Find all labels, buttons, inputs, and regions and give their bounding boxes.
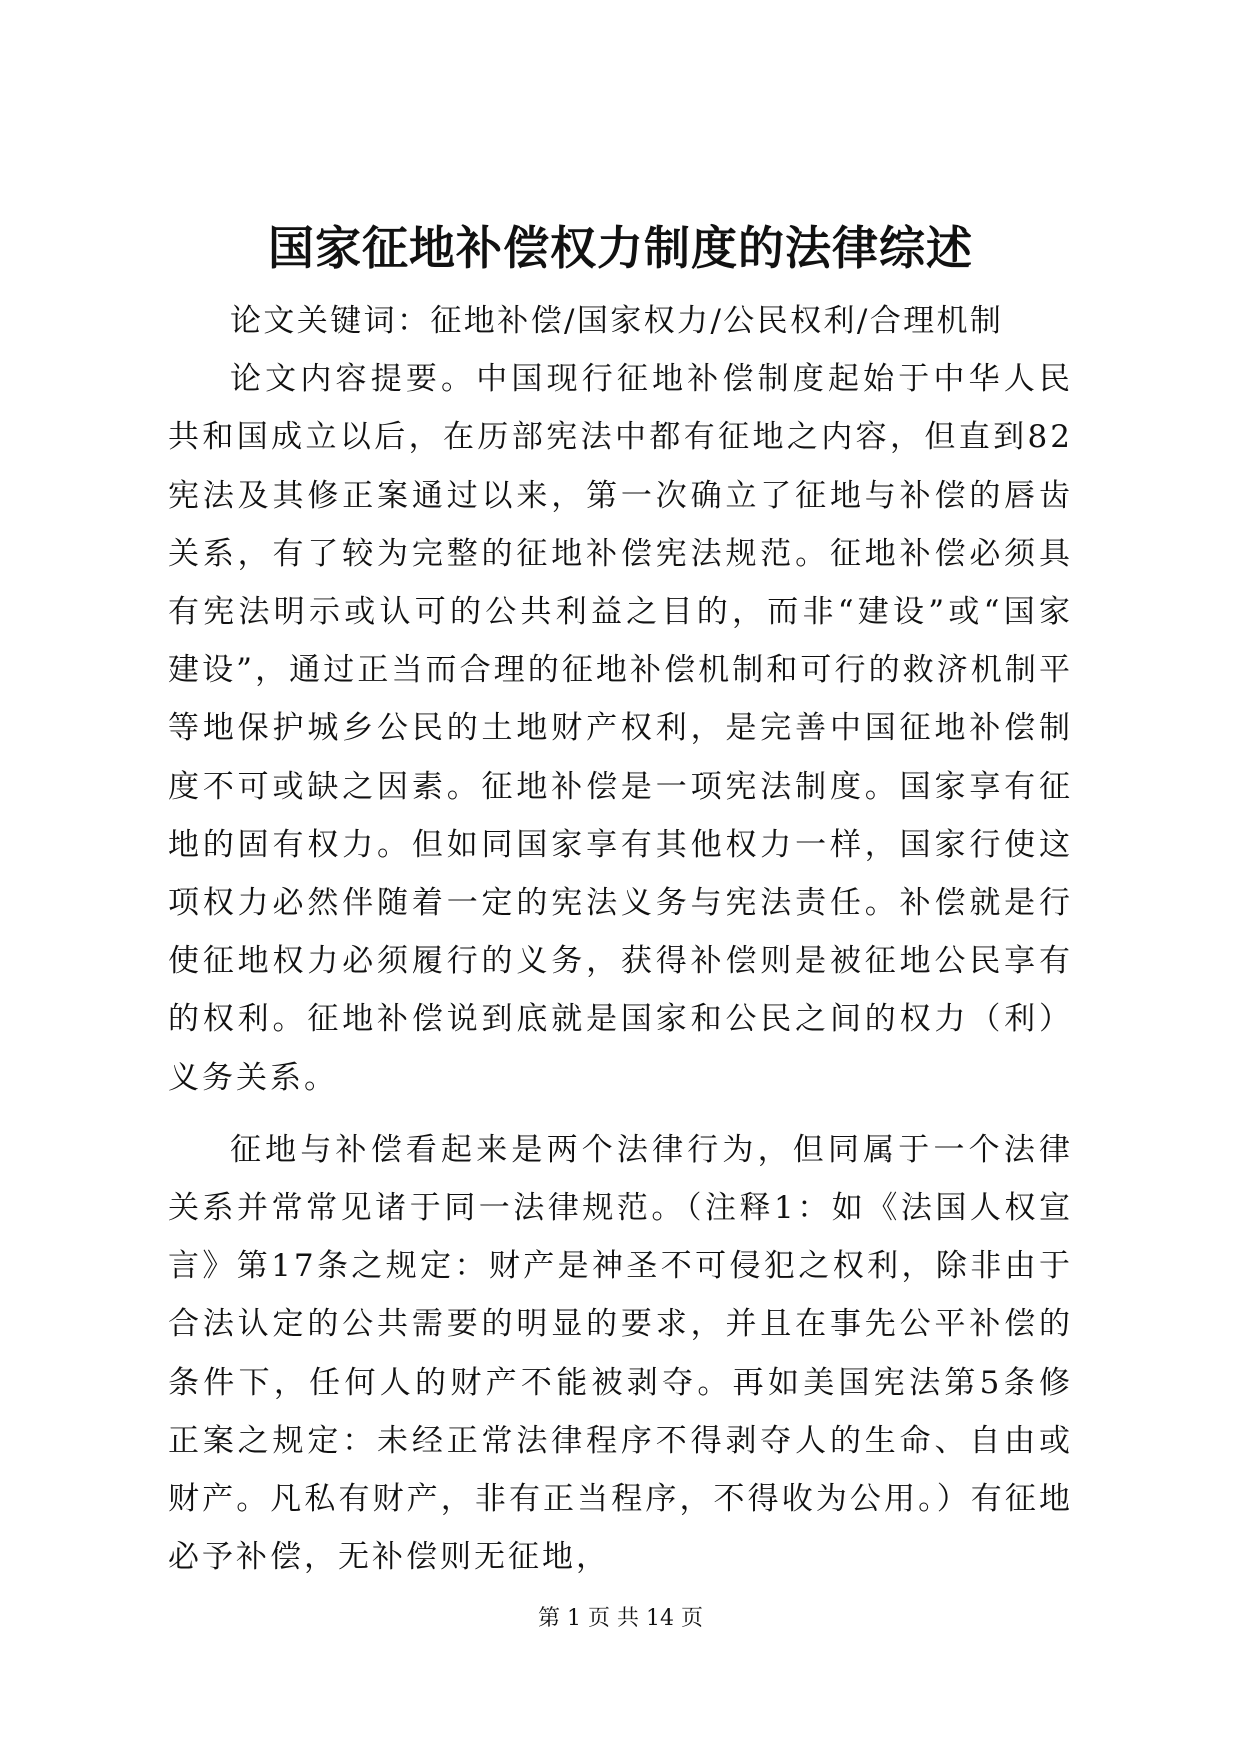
document-body bbox=[168, 292, 1073, 1586]
body-paragraph: 征地与补偿看起来是两个法律行为，但同属于一个法律关系并常常见诸于同一法律规范。（注释1：如《法国人权宣言》第17条之规定：财产是神圣不可侵犯之权利，除非由于合法认定的公共需要的明显的要求，并且在事先公平补偿的条件下，任何人的财产不能被剥夺。再如美国宪法第5条修正案之规定：未经正常法律程序不得剥夺人的生命、自由或财产。凡私有财产，非有正当程序，不得收为公用。）有征地必予补偿，无补偿则无征地， bbox=[168, 1131, 1073, 1576]
document-title: 国家征地补偿权力制度的法律综述 bbox=[268, 221, 973, 275]
abstract-paragraph: 论文内容提要。中国现行征地补偿制度起始于中华人民共和国成立以后，在历部宪法中都有征地之内容，但直到82宪法及其修正案通过以来，第一次确立了征地与补偿的唇齿关系，有了较为完整的征地补偿宪法规范。征地补偿必须具有宪法明示或认可的公共利益之目的，而非“建设”或“国家建设”，通过正当而合理的征地补偿机制和可行的救济机制平等地保护城乡公民的土地财产权利，是完善中国征地补偿制度不可或缺之因素。征地补偿是一项宪法制度。国家享有征地的固有权力。但如同国家享有其他权力一样，国家行使这项权力必然伴随着一定的宪法义务与宪法责任。补偿就是行使征地权力必须履行的义务，获得补偿则是被征地公民享有的权利。征地补偿说到底就是国家和公民之间的权力（利）义务关系。 bbox=[168, 361, 1073, 1096]
keywords-line: 论文关键词：征地补偿/国家权力/公民权利/合理机制 bbox=[230, 303, 1004, 339]
page-number-footer: 第 1 页 共 14 页 bbox=[538, 1606, 703, 1631]
